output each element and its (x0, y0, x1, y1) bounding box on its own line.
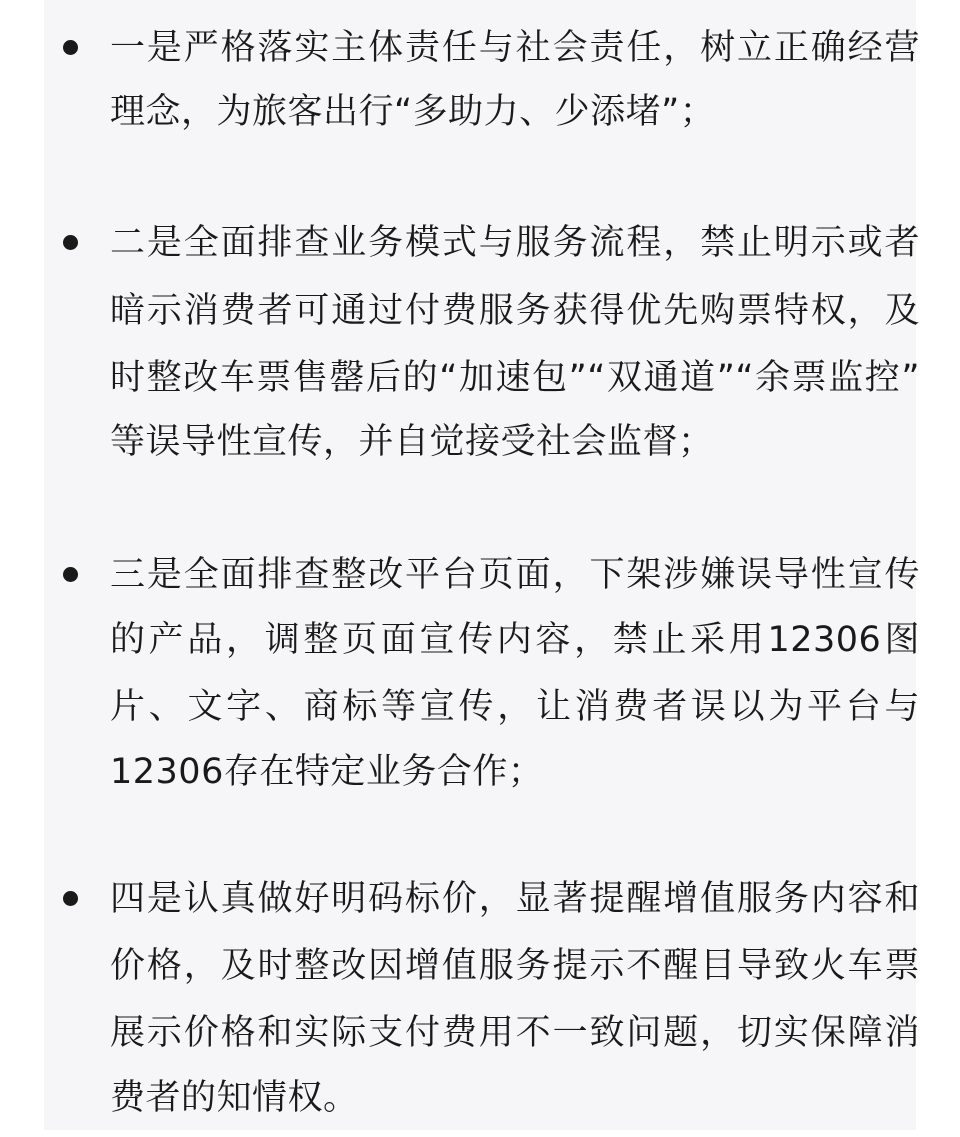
item-2-line-3: 时整改车票售罄后的“加速包”“双通道”“余票监控” (110, 358, 920, 398)
item-3-line-3: 片、文字、商标等宣传，让消费者误以为平台与 (110, 687, 920, 727)
bullet-icon (63, 40, 78, 55)
item-2-line-4: 等误导性宣传，并自觉接受社会监督； (110, 422, 714, 462)
item-2-line-2: 暗示消费者可通过付费服务获得优先购票特权，及 (110, 291, 920, 331)
item-3-line-2: 的产品，调整页面宣传内容，禁止采用12306图 (110, 620, 920, 660)
item-1-line-1: 一是严格落实主体责任与社会责任，树立正确经营 (110, 28, 920, 68)
item-2-line-1: 二是全面排查业务模式与服务流程，禁止明示或者 (110, 223, 920, 263)
item-3-line-4: 12306存在特定业务合作； (110, 752, 544, 792)
item-4-line-1: 四是认真做好明码标价，显著提醒增值服务内容和 (110, 879, 920, 919)
item-4-line-4: 费者的知情权。 (110, 1078, 359, 1118)
item-1-line-2: 理念，为旅客出行“多助力、少添堵”； (110, 92, 716, 132)
item-4-line-3: 展示价格和实际支付费用不一致问题，切实保障消 (110, 1013, 920, 1053)
item-4-line-2: 价格，及时整改因增值服务提示不醒目导致火车票 (110, 946, 920, 986)
bullet-icon (63, 567, 78, 582)
bullet-icon (63, 891, 78, 906)
bullet-icon (63, 235, 78, 250)
item-3-line-1: 三是全面排查整改平台页面，下架涉嫌误导性宣传 (110, 555, 920, 595)
